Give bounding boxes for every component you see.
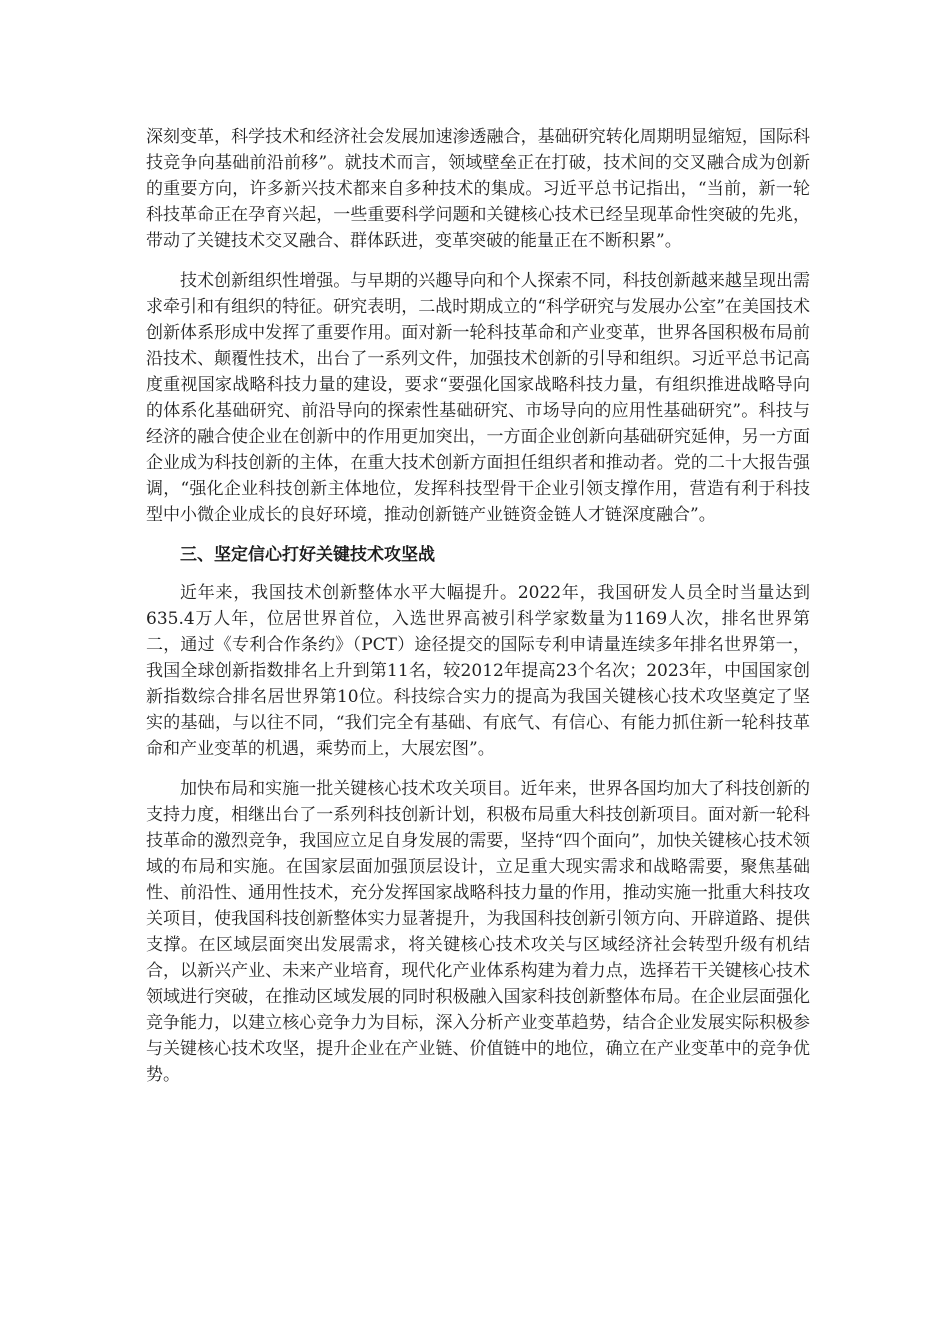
paragraph-tech-innovation-organization: 技术创新组织性增强。与早期的兴趣导向和个人探索不同，科技创新越来越呈现出需求牵引和有组织的特征。研究表明，二战时期成立的“科学研究与发展办公室”在美国技术创新体系形成中发挥了重要作用。面对新一轮科技革命和产业变革，世界各国积极布局前沿技术、颠覆性技术，出台了一系列文件，加强技术创新的引导和组织。习近平总书记高度重视国家战略科技力量的建设，要求“要强化国家战略科技力量，有组织推进战略导向的体系化基础研究、前沿导向的探索性基础研究、市场导向的应用性基础研究”。科技与经济的融合使企业在创新中的作用更加突出，一方面企业创新向基础研究延伸，另一方面企业成为科技创新的主体，在重大技术创新方面担任组织者和推动者。党的二十大报告强调，“强化企业科技创新主体地位，发挥科技型骨干企业引领支撑作用，营造有利于科技型中小微企业成长的良好环境，推动创新链产业链资金链人才链深度融合”。	[146, 271, 810, 525]
section-heading: 三、坚定信心打好关键技术攻坚战	[180, 545, 435, 565]
paragraph-continuation: 深刻变革，科学技术和经济社会发展加速渗透融合，基础研究转化周期明显缩短，国际科技竞争向基础前沿前移”。就技术而言，领域壁垒正在打破，技术间的交叉融合成为创新的重要方向，许多新兴技术都来自多种技术的集成。习近平总书记指出，“当前，新一轮科技革命正在孕育兴起，一些重要科学问题和关键核心技术已经呈现革命性突破的先兆，带动了关键技术交叉融合、群体跃进，变革突破的能量正在不断积累”。	[146, 127, 810, 251]
paragraph-key-projects: 加快布局和实施一批关键核心技术攻关项目。近年来，世界各国均加大了科技创新的支持力度，相继出台了一系列科技创新计划，积极布局重大科技创新项目。面对新一轮科技革命的激烈竞争，我国应立足自身发展的需要，坚持“四个面向”，加快关键核心技术领域的布局和实施。在国家层面加强顶层设计，立足重大现实需求和战略需要，聚焦基础性、前沿性、通用性技术，充分发挥国家战略科技力量的作用，推动实施一批重大科技攻关项目，使我国科技创新整体实力显著提升，为我国科技创新引领方向、开辟道路、提供支撑。在区域层面突出发展需求，将关键核心技术攻关与区域经济社会转型升级有机结合，以新兴产业、未来产业培育，现代化产业体系构建为着力点，选择若干关键核心技术领域进行突破，在推动区域发展的同时积极融入国家科技创新整体布局。在企业层面强化竞争能力，以建立核心竞争力为目标，深入分析产业变革趋势，结合企业发展实际积极参与关键核心技术攻坚，提升企业在产业链、价值链中的地位，确立在产业变革中的竞争优势。	[146, 779, 810, 1085]
paragraph-innovation-level: 近年来，我国技术创新整体水平大幅提升。2022年，我国研发人员全时当量达到635.4万人年，位居世界首位，入选世界高被引科学家数量为1169人次，排名世界第二，通过《专利合作条约》（PCT）途径提交的国际专利申请量连续多年排名世界第一，我国全球创新指数排名上升到第11名，较2012年提高23个名次；2023年，中国国家创新指数综合排名居世界第10位。科技综合实力的提高为我国关键核心技术攻坚奠定了坚实的基础，与以往不同，“我们完全有基础、有底气、有信心、有能力抓住新一轮科技革命和产业变革的机遇，乘势而上，大展宏图”。	[146, 583, 810, 759]
document-page	[146, 124, 810, 1102]
